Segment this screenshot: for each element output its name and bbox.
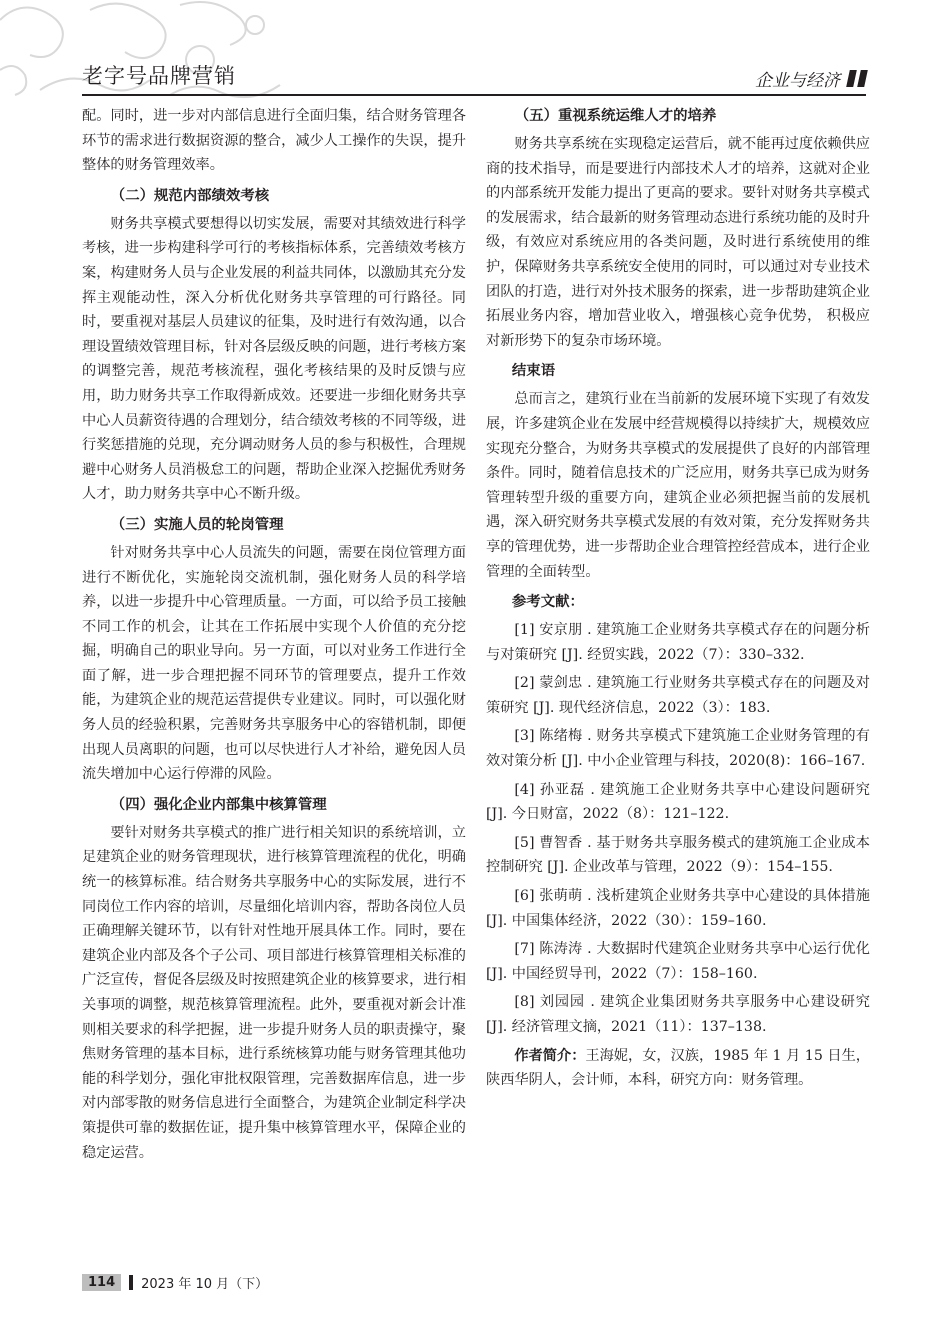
section4-heading: （四）强化企业内部集中核算管理 (110, 796, 327, 813)
reference-item: [3] 陈绪梅 . 财务共享模式下建筑施工企业财务管理的有效对策分析 [J]. 中小企业管理与科技，2020(8)：166–167. (486, 728, 870, 770)
reference-item: [5] 曹智香 . 基于财务共享服务模式的建筑施工企业成本控制研究 [J]. 企业改革与管理，2022（9）：154–155. (486, 834, 870, 876)
reference-item: [1] 安京朋 . 建筑施工企业财务共享模式存在的问题分析与对策研究 [J]. 经贸实践，2022（7）：330–332. (486, 622, 870, 663)
section5-body: 财务共享系统在实现稳定运营后，就不能再过度依赖供应商的技术指导，而是要进行内部技术人才的培养，这就对企业的内部系统开发能力提出了更高的要求。要针对财务共享模式的发展需求，结合最新的财务管理动态进行系统功能的及时升级，有效应对系统应用的各类问题，及时进行系统使用的维护，保障财务共享系统安全使用的同时，可以通过对专业技术团队的打造，进行对外技术服务的探索，进一步帮助建筑企业拓展业务内容，增加营业收入，增强核心竞争优势， 积极应对新形势下的复杂市场环境。 (486, 136, 870, 349)
author-bio (486, 1044, 870, 1093)
section4-body: 要针对财务共享模式的推广进行相关知识的系统培训，立足建筑企业的财务管理现状，进行核算管理流程的优化，明确统一的核算标准。结合财务共享服务中心的实际发展，进行不同岗位工作内容的培训，尽量细化培训内容，帮助各岗位人员正确理解关键环节，以有针对性地开展具体工作。同时，要在建筑企业内部及各个子公司、项目部进行核算管理相关标准的广泛宣传，督促各层级及时按照建筑企业的核算要求，进行相关事项的调整，规范核算管理流程。此外，要重视对新会计准则相关要求的科学把握，进一步提升财务人员的职责操守，聚焦财务管理的基本目标，进行系统核算功能与财务管理其他功能的科学划分，强化审批权限管理，完善数据库信息，进一步对内部零散的财务信息进行全面整合，为建筑企业制定科学决策提供可靠的数据佐证，提升集中核算管理水平，保障企业的稳定运营。 (82, 824, 466, 1161)
section2-heading: （二）规范内部绩效考核 (110, 187, 270, 204)
section2-body: 财务共享模式要想得以切实发展，需要对其绩效进行科学考核，进一步构建科学可行的考核指标体系，完善绩效考核方案，构建财务人员与企业发展的利益共同体，以激励其充分发挥主观能动性，深入分析优化财务共享管理的可行路径。同时，要重视对基层人员建议的征集，及时进行有效沟通，以合理设置绩效管理目标，针对各层级反映的问题，进行考核方案的调整完善，规范考核流程，强化考核结果的及时反馈与应用，助力财务共享工作取得新成效。还要进一步细化财务共享中心人员薪资待遇的合理划分，结合绩效考核的不同等级，进行奖惩措施的兑现，充分调动财务人员的参与积极性，合理规避中心财务人员消极怠工的问题，帮助企业深入挖掘优秀财务人才，助力财务共享中心不断升级。 (82, 215, 466, 503)
section3-heading: （三）实施人员的轮岗管理 (110, 516, 284, 533)
intro-paragraph: 配。同时，进一步对内部信息进行全面归集，结合财务管理各环节的需求进行数据资源的整合，减少人工操作的失误，提升整体的财务管理效率。 (82, 108, 466, 174)
section3-body: 针对财务共享中心人员流失的问题，需要在岗位管理方面进行不断优化，实施轮岗交流机制，强化财务人员的科学培养，以进一步提升中心管理质量。一方面，可以给予员工接触不同工作的机会，让其在工作拓展中实现个人价值的充分挖掘，明确自己的职业导向。另一方面，可以对业务工作进行全面了解，进一步合理把握不同环节的管理要点，提升工作效能，为建筑企业的规范运营提供专业建议。同时，可以强化财务人员的经验积累，完善财务共享服务中心的容错机制，即便出现人员离职的问题，也可以尽快进行人才补给，避免因人员流失增加中心运行停滞的风险。 (82, 544, 466, 783)
reference-item: [2] 蒙剑忠 . 建筑施工行业财务共享模式存在的问题及对策研究 [J]. 现代经济信息，2022（3）：183. (486, 675, 870, 716)
conclusion-body: 总而言之，建筑行业在当前新的发展环境下实现了有效发展，许多建筑企业在发展中经营规模得以持续扩大，规模效应实现充分整合，为财务共享模式的发展提供了良好的内部管理条件。同时，随着信息技术的广泛应用，财务共享已成为财务管理转型升级的重要方向，建筑企业必须把握当前的发展机遇，深入研究财务共享模式发展的有效对策，充分发挥财务共享的管理优势，进一步帮助企业合理管控经营成本，进行企业管理的全面转型。 (486, 391, 870, 580)
page-footer (82, 1273, 268, 1292)
issue-date: 2023 年 10 月（下） (141, 1277, 269, 1292)
reference-item: [7] 陈涛涛 . 大数据时代建筑企业财务共享中心运行优化 [J]. 中国经贸导刊，2022（7）：158–160. (486, 941, 870, 982)
author-bio-text: 王海妮，女，汉族，1985 年 1 月 15 日生，陕西华阴人，会计师，本科，研究方向：财务管理。 (486, 1047, 870, 1089)
left-column (82, 104, 466, 1165)
journal-section-title: 老字号品牌营销 (82, 64, 236, 88)
references-heading: 参考文献： (511, 594, 584, 611)
right-column (486, 104, 870, 1093)
conclusion-heading: 结束语 (511, 363, 556, 380)
header-rule (82, 94, 866, 96)
reference-item: [4] 孙亚磊 . 建筑施工企业财务共享中心建设问题研究 [J]. 今日财富，2022（8）：121–122. (486, 781, 870, 823)
reference-item: [8] 刘园园 . 建筑企业集团财务共享服务中心建设研究 [J]. 经济管理文摘，2021（11）：137–138. (486, 994, 870, 1035)
reference-list (486, 618, 870, 1040)
journal-name (755, 66, 866, 91)
page-number: 114 (82, 1274, 121, 1291)
section5-heading: （五）重视系统运维人才的培养 (514, 108, 717, 124)
footer-bar-decoration (129, 1275, 133, 1290)
reference-item: [6] 张萌萌 . 浅析建筑企业财务共享中心建设的具体措施 [J]. 中国集体经济，2022（30）：159–160. (486, 888, 870, 929)
author-bio-label: 作者简介： (514, 1047, 586, 1064)
header-bars-decoration (848, 70, 866, 87)
journal-name-text: 企业与经济 (755, 71, 840, 91)
